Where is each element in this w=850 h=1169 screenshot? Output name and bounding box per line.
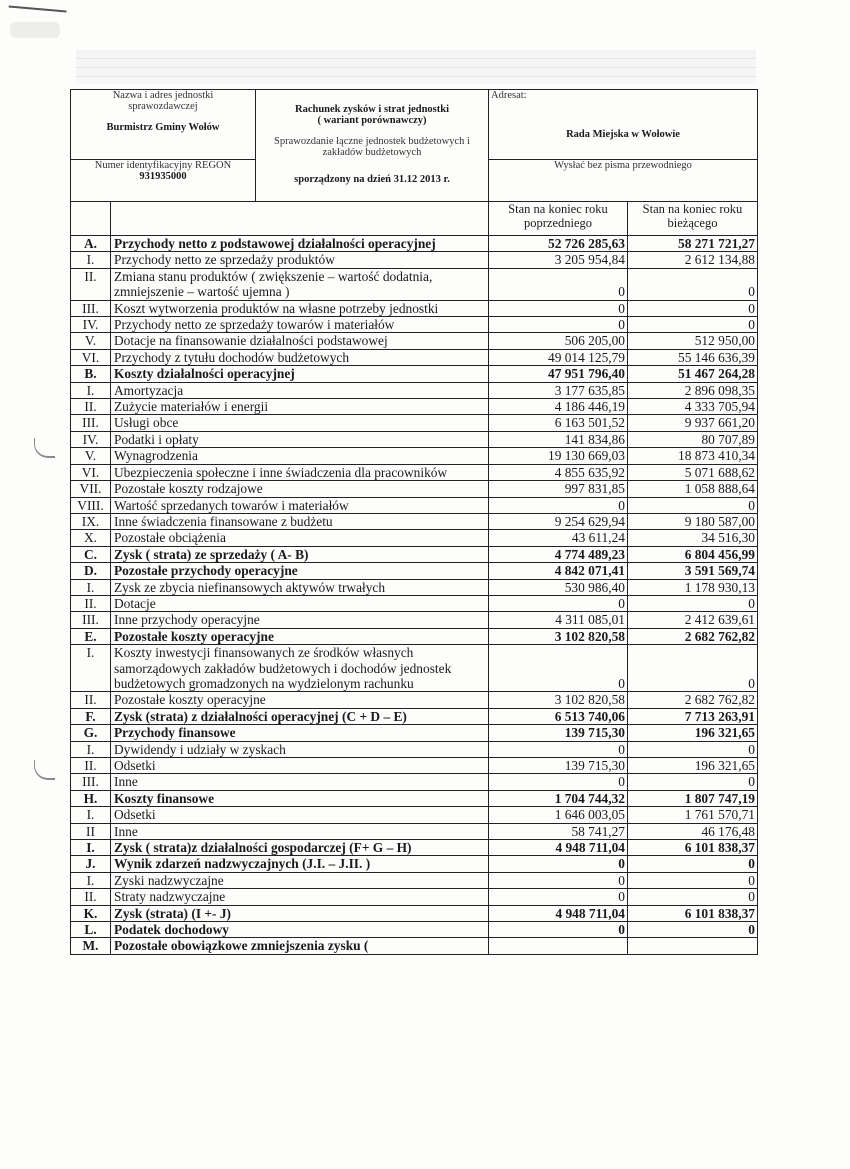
- regon-cell: [71, 160, 256, 202]
- current-year-value: 1 761 570,71: [628, 807, 758, 823]
- prev-year-value: 0: [489, 300, 628, 316]
- prev-year-value: 0: [489, 268, 628, 300]
- current-year-value: 34 516,30: [628, 530, 758, 546]
- prev-year-value: 139 715,30: [489, 758, 628, 774]
- row-label: Zmiana stanu produktów ( zwiększenie – wartość dodatnia, zmniejszenie – wartość ujemna ): [111, 268, 489, 300]
- report-variant: ( wariant porównawczy): [317, 115, 427, 126]
- row-label: Zyski nadzwyczajne: [111, 872, 489, 888]
- current-year-value: 196 321,65: [628, 758, 758, 774]
- prev-year-value: 530 986,40: [489, 579, 628, 595]
- row-number: M.: [71, 938, 111, 954]
- row-number: II.: [71, 595, 111, 611]
- row-label: Inne przychody operacyjne: [111, 612, 489, 628]
- statement-row: [71, 300, 758, 316]
- statement-row: [71, 905, 758, 921]
- statement-row: [71, 497, 758, 513]
- statement-row: [71, 725, 758, 741]
- prev-year-value: 0: [489, 922, 628, 938]
- row-number: C.: [71, 546, 111, 562]
- report-header: [70, 89, 758, 202]
- current-year-value: 4 333 705,94: [628, 399, 758, 415]
- row-label: Wynagrodzenia: [111, 448, 489, 464]
- statement-row: [71, 481, 758, 497]
- row-label: Pozostałe koszty operacyjne: [111, 692, 489, 708]
- row-number: IX.: [71, 513, 111, 529]
- statement-row: [71, 774, 758, 790]
- statement-row: [71, 546, 758, 562]
- prev-year-value: 52 726 285,63: [489, 236, 628, 252]
- prev-year-value: 4 948 711,04: [489, 905, 628, 921]
- row-label: Odsetki: [111, 758, 489, 774]
- addressee-name: Rada Miejska w Wołowie: [566, 129, 680, 140]
- current-year-value: 0: [628, 856, 758, 872]
- row-number: III.: [71, 774, 111, 790]
- current-year-value: 80 707,89: [628, 431, 758, 447]
- row-number: I.: [71, 872, 111, 888]
- prev-year-value: 0: [489, 889, 628, 905]
- current-year-value: 51 467 264,28: [628, 366, 758, 382]
- unit-cell: [71, 90, 256, 160]
- prev-year-value: 3 205 954,84: [489, 252, 628, 268]
- prev-year-value: 4 774 489,23: [489, 546, 628, 562]
- send-note: Wysłać bez pisma przewodniego: [554, 160, 692, 171]
- row-label: Ubezpieczenia społeczne i inne świadczenia dla pracowników: [111, 464, 489, 480]
- current-year-value: 0: [628, 497, 758, 513]
- regon-number: 931935000: [139, 171, 187, 182]
- current-year-value: 2 412 639,61: [628, 612, 758, 628]
- prev-year-value: 506 205,00: [489, 333, 628, 349]
- prev-year-value: 4 842 071,41: [489, 563, 628, 579]
- row-label: Zysk ze zbycia niefinansowych aktywów trwałych: [111, 579, 489, 595]
- prev-year-value: 4 948 711,04: [489, 840, 628, 856]
- statement-row: [71, 415, 758, 431]
- prev-year-value: 6 513 740,06: [489, 708, 628, 724]
- prev-year-value: 3 102 820,58: [489, 628, 628, 644]
- punch-hole-mark: [34, 760, 55, 780]
- row-number: I.: [71, 579, 111, 595]
- statement-row: [71, 366, 758, 382]
- statement-row: [71, 823, 758, 839]
- statement-row: [71, 692, 758, 708]
- statement-row: [71, 513, 758, 529]
- addressee-cell: [489, 90, 758, 160]
- statement-row: [71, 922, 758, 938]
- row-label: Zysk ( strata) ze sprzedaży ( A- B): [111, 546, 489, 562]
- row-number: H.: [71, 790, 111, 806]
- addressee-label: Adresat:: [491, 90, 527, 101]
- row-number: I.: [71, 807, 111, 823]
- row-number: L.: [71, 922, 111, 938]
- statement-row: [71, 399, 758, 415]
- prev-year-value: 141 834,86: [489, 431, 628, 447]
- current-year-value: 5 071 688,62: [628, 464, 758, 480]
- prev-year-value: 1 646 003,05: [489, 807, 628, 823]
- row-label: Zysk ( strata)z działalności gospodarczej (F+ G – H): [111, 840, 489, 856]
- prev-year-value: 139 715,30: [489, 725, 628, 741]
- row-number: III.: [71, 612, 111, 628]
- report-title: Rachunek zysków i strat jednostki: [294, 104, 449, 115]
- statement-row: [71, 612, 758, 628]
- row-label: Przychody netto ze sprzedaży towarów i materiałów: [111, 317, 489, 333]
- statement-row: [71, 333, 758, 349]
- statement-row: [71, 317, 758, 333]
- current-year-value: 18 873 410,34: [628, 448, 758, 464]
- row-label: Odsetki: [111, 807, 489, 823]
- current-year-value: 196 321,65: [628, 725, 758, 741]
- row-number: X.: [71, 530, 111, 546]
- row-label: Zysk (strata) (I +- J): [111, 905, 489, 921]
- row-number: II.: [71, 889, 111, 905]
- row-label: Pozostałe koszty rodzajowe: [111, 481, 489, 497]
- current-year-value: 0: [628, 317, 758, 333]
- row-number: IV.: [71, 431, 111, 447]
- row-number: II.: [71, 692, 111, 708]
- row-number: I.: [71, 252, 111, 268]
- statement-row: [71, 236, 758, 252]
- row-label: Zysk (strata) z działalności operacyjnej (C + D – E): [111, 708, 489, 724]
- statement-row: [71, 807, 758, 823]
- row-number: G.: [71, 725, 111, 741]
- row-number: I.: [71, 840, 111, 856]
- report-description: Sprawozdanie łączne jednostek budżetowych i zakładów budżetowych: [274, 136, 470, 158]
- row-label: Inne: [111, 774, 489, 790]
- prev-year-value: 49 014 125,79: [489, 349, 628, 365]
- current-year-value: 9 937 661,20: [628, 415, 758, 431]
- statement-row: [71, 252, 758, 268]
- current-year-value: 512 950,00: [628, 333, 758, 349]
- row-number: K.: [71, 905, 111, 921]
- prev-year-value: 4 186 446,19: [489, 399, 628, 415]
- prev-year-value: 0: [489, 645, 628, 692]
- row-number: A.: [71, 236, 111, 252]
- statement-row: [71, 790, 758, 806]
- statement-row: [71, 595, 758, 611]
- prev-year-value: 1 704 744,32: [489, 790, 628, 806]
- column-current-year: Stan na koniec roku bieżącego: [628, 202, 758, 236]
- prev-year-value: 0: [489, 741, 628, 757]
- current-year-value: 2 682 762,82: [628, 692, 758, 708]
- income-statement-table: [70, 201, 758, 955]
- row-number: II.: [71, 399, 111, 415]
- current-year-value: 46 176,48: [628, 823, 758, 839]
- statement-row: [71, 530, 758, 546]
- current-year-value: 0: [628, 741, 758, 757]
- row-label: Koszty działalności operacyjnej: [111, 366, 489, 382]
- row-label: Dywidendy i udziały w zyskach: [111, 741, 489, 757]
- row-label: Usługi obce: [111, 415, 489, 431]
- current-year-value: 1 178 930,13: [628, 579, 758, 595]
- current-year-value: 0: [628, 872, 758, 888]
- current-year-value: 6 101 838,37: [628, 840, 758, 856]
- statement-rows: [71, 236, 758, 955]
- row-label: Dotacje: [111, 595, 489, 611]
- row-number: D.: [71, 563, 111, 579]
- row-number: IV.: [71, 317, 111, 333]
- current-year-value: 6 101 838,37: [628, 905, 758, 921]
- statement-row: [71, 431, 758, 447]
- prev-year-value: 0: [489, 497, 628, 513]
- statement-row: [71, 382, 758, 398]
- current-year-value: 3 591 569,74: [628, 563, 758, 579]
- column-prev-year: Stan na koniec roku poprzedniego: [489, 202, 628, 236]
- current-year-value: 0: [628, 774, 758, 790]
- current-year-value: 0: [628, 889, 758, 905]
- row-number: J.: [71, 856, 111, 872]
- row-number: VI.: [71, 349, 111, 365]
- bleed-through-text: [76, 50, 756, 84]
- row-label: Przychody z tytułu dochodów budżetowych: [111, 349, 489, 365]
- statement-row: [71, 349, 758, 365]
- statement-row: [71, 708, 758, 724]
- prev-year-value: 997 831,85: [489, 481, 628, 497]
- statement-row: [71, 872, 758, 888]
- current-year-value: 6 804 456,99: [628, 546, 758, 562]
- scan-smudge: [10, 22, 60, 38]
- row-label: Podatki i opłaty: [111, 431, 489, 447]
- row-number: II.: [71, 268, 111, 300]
- row-label: Przychody netto ze sprzedaży produktów: [111, 252, 489, 268]
- row-number: II: [71, 823, 111, 839]
- statement-row: [71, 741, 758, 757]
- current-year-value: 58 271 721,27: [628, 236, 758, 252]
- row-number: VIII.: [71, 497, 111, 513]
- prev-year-value: 4 855 635,92: [489, 464, 628, 480]
- row-label: Dotacje na finansowanie działalności podstawowej: [111, 333, 489, 349]
- statement-row: [71, 889, 758, 905]
- prev-year-value: 47 951 796,40: [489, 366, 628, 382]
- prev-year-value: 43 611,24: [489, 530, 628, 546]
- row-number: I.: [71, 645, 111, 692]
- row-label: Straty nadzwyczajne: [111, 889, 489, 905]
- statement-row: [71, 464, 758, 480]
- statement-row: [71, 628, 758, 644]
- statement-row: [71, 448, 758, 464]
- current-year-value: 0: [628, 300, 758, 316]
- regon-label: Numer identyfikacyjny REGON: [94, 160, 232, 171]
- current-year-value: [628, 938, 758, 954]
- prev-year-value: 19 130 669,03: [489, 448, 628, 464]
- prev-year-value: 0: [489, 872, 628, 888]
- current-year-value: 2 682 762,82: [628, 628, 758, 644]
- prev-year-value: 4 311 085,01: [489, 612, 628, 628]
- current-year-value: 9 180 587,00: [628, 513, 758, 529]
- row-label: Wartość sprzedanych towarów i materiałów: [111, 497, 489, 513]
- punch-hole-mark: [34, 438, 55, 458]
- prev-year-value: 3 102 820,58: [489, 692, 628, 708]
- current-year-value: 0: [628, 645, 758, 692]
- row-number: VII.: [71, 481, 111, 497]
- row-label: Przychody netto z podstawowej działalności operacyjnej: [111, 236, 489, 252]
- statement-row: [71, 563, 758, 579]
- row-label: Koszty finansowe: [111, 790, 489, 806]
- prev-year-value: 6 163 501,52: [489, 415, 628, 431]
- statement-row: [71, 840, 758, 856]
- current-year-value: 1 058 888,64: [628, 481, 758, 497]
- current-year-value: 1 807 747,19: [628, 790, 758, 806]
- prev-year-value: 0: [489, 595, 628, 611]
- row-label: Pozostałe obowiązkowe zmniejszenia zysku (: [111, 938, 489, 954]
- statement-row: [71, 579, 758, 595]
- current-year-value: 55 146 636,39: [628, 349, 758, 365]
- statement-row: [71, 938, 758, 954]
- row-label: Pozostałe koszty operacyjne: [111, 628, 489, 644]
- statement-row: [71, 758, 758, 774]
- send-note-cell: [489, 160, 758, 202]
- name-label: Nazwa i adres jednostki sprawozdawczej: [112, 90, 214, 112]
- row-label: Koszt wytworzenia produktów na własne potrzeby jednostki: [111, 300, 489, 316]
- row-number: II.: [71, 758, 111, 774]
- row-number: V.: [71, 333, 111, 349]
- statement-row: [71, 645, 758, 692]
- prev-year-value: 58 741,27: [489, 823, 628, 839]
- row-label: Zużycie materiałów i energii: [111, 399, 489, 415]
- row-number: F.: [71, 708, 111, 724]
- row-number: I.: [71, 741, 111, 757]
- row-label: Przychody finansowe: [111, 725, 489, 741]
- row-label: Podatek dochodowy: [111, 922, 489, 938]
- current-year-value: 7 713 263,91: [628, 708, 758, 724]
- row-number: I.: [71, 382, 111, 398]
- row-number: III.: [71, 415, 111, 431]
- current-year-value: 0: [628, 922, 758, 938]
- current-year-value: 2 896 098,35: [628, 382, 758, 398]
- row-number: III.: [71, 300, 111, 316]
- prev-year-value: 0: [489, 774, 628, 790]
- title-cell: [256, 90, 489, 202]
- unit-name: Burmistrz Gminy Wołów: [106, 122, 220, 133]
- row-label: Koszty inwestycji finansowanych ze środków własnych samorządowych zakładów budżetowych i dochodów jednostek budżetowych gromadzonych na wydzielonym rachunku: [111, 645, 489, 692]
- prev-year-value: 3 177 635,85: [489, 382, 628, 398]
- row-number: V.: [71, 448, 111, 464]
- statement-row: [71, 856, 758, 872]
- row-label: Wynik zdarzeń nadzwyczajnych (J.I. – J.II. ): [111, 856, 489, 872]
- row-number: VI.: [71, 464, 111, 480]
- row-number: B.: [71, 366, 111, 382]
- current-year-value: 0: [628, 268, 758, 300]
- row-label: Pozostałe przychody operacyjne: [111, 563, 489, 579]
- current-year-value: 2 612 134,88: [628, 252, 758, 268]
- row-label: Amortyzacja: [111, 382, 489, 398]
- row-label: Pozostałe obciążenia: [111, 530, 489, 546]
- report-date: sporządzony na dzień 31.12 2013 r.: [294, 174, 450, 185]
- prev-year-value: 9 254 629,94: [489, 513, 628, 529]
- prev-year-value: 0: [489, 317, 628, 333]
- row-number: E.: [71, 628, 111, 644]
- prev-year-value: [489, 938, 628, 954]
- prev-year-value: 0: [489, 856, 628, 872]
- column-header-row: [71, 202, 758, 236]
- row-label: Inne: [111, 823, 489, 839]
- row-label: Inne świadczenia finansowane z budżetu: [111, 513, 489, 529]
- current-year-value: 0: [628, 595, 758, 611]
- statement-row: [71, 268, 758, 300]
